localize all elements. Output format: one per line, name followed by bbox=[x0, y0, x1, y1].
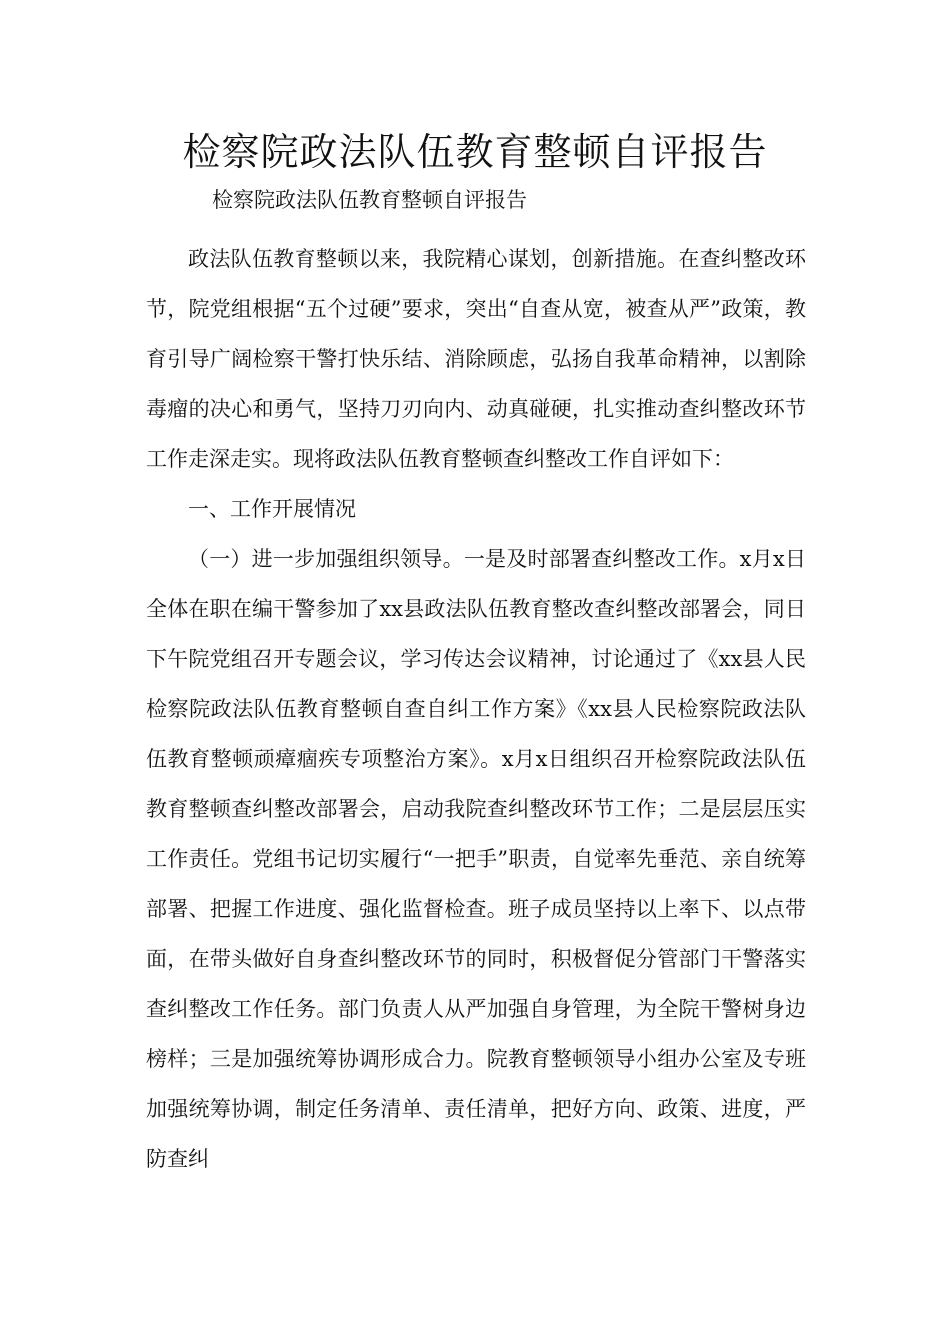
document-subtitle: 检察院政法队伍教育整顿自评报告 bbox=[212, 188, 527, 212]
paragraph-intro: 政法队伍教育整顿以来，我院精心谋划，创新措施。在查纠整改环节，院党组根据“五个过硬”要求，突出“自查从宽，被查从严”政策，教育引导广阔检察干警打快乐结、消除顾虑，弘扬自我革命精神，以割除毒瘤的决心和勇气，坚持刀刃向内、动真碰硬，扎实推动查纠整改环节工作走深走实。现将政法队伍教育整顿查纠整改工作自评如下： bbox=[146, 247, 806, 471]
document-title: 检察院政法队伍教育整顿自评报告 bbox=[182, 130, 768, 174]
document-body bbox=[146, 234, 806, 1184]
section-heading: 一、工作开展情况 bbox=[188, 497, 356, 521]
paragraph-organization: （一）进一步加强组织领导。一是及时部署查纠整改工作。x月x日全体在职在编干警参加了xx县政法队伍教育整改查纠整改部署会，同日下午院党组召开专题会议，学习传达会议精神，讨论通过了《xx县人民检察院政法队伍教育整顿自查自纠工作方案》《xx县人民检察院政法队伍教育整顿顽瘴痼疾专项整治方案》。x月x日组织召开检察院政法队伍教育整顿查纠整改部署会，启动我院查纠整改环节工作；二是层层压实工作责任。党组书记切实履行“一把手”职责，自觉率先垂范、亲自统筹部署、把握工作进度、强化监督检查。班子成员坚持以上率下、以点带面，在带头做好自身查纠整改环节的同时，积极督促分管部门干警落实查纠整改工作任务。部门负责人从严加强自身管理，为全院干警树身边榜样；三是加强统筹协调形成合力。院教育整顿领导小组办公室及专班加强统筹协调，制定任务清单、责任清单，把好方向、政策、进度，严防查纠 bbox=[146, 547, 806, 1171]
